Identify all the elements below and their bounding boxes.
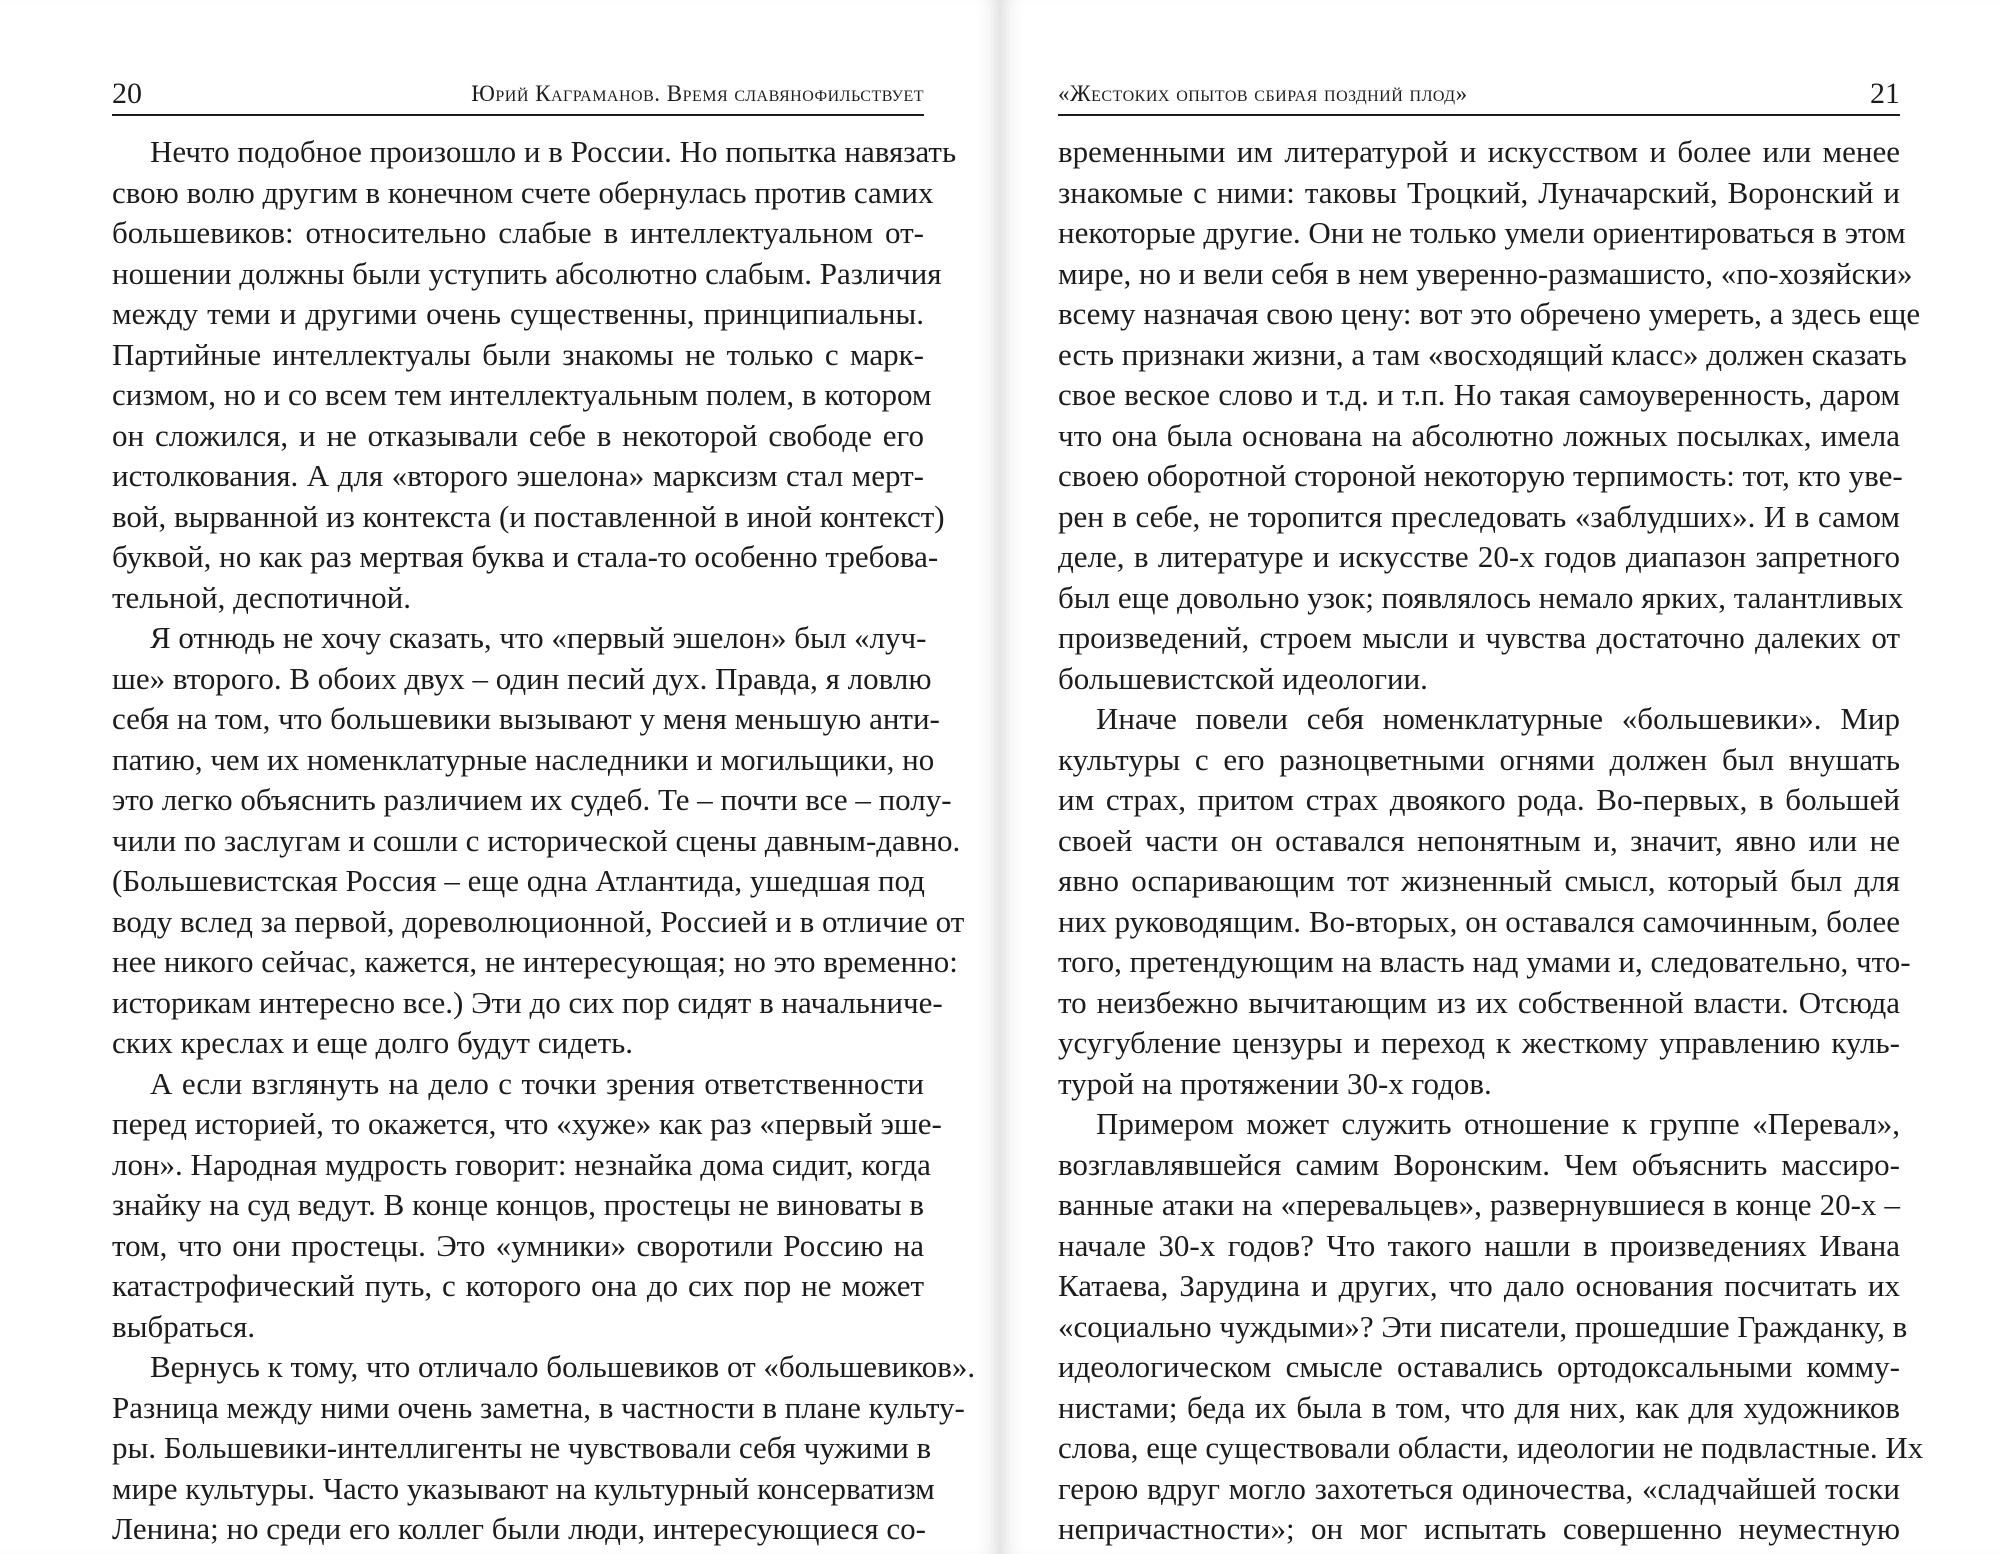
text-line: своею оборотной стороной некоторую терпимость: тот, кто уве- xyxy=(1058,458,1903,493)
text-line: Нечто подобное произошло и в России. Но попытка навязать xyxy=(150,134,957,169)
text-line: ношении должны были уступить абсолютно слабым. Различия xyxy=(112,255,942,291)
text-line: нистами; беда их была в том, что для них, как для художников xyxy=(1058,1389,1900,1425)
text-line: культуры с его разноцветными огнями должен был внушать xyxy=(1058,741,1900,777)
running-title: «Жестоких опытов сбирая поздний плод» xyxy=(1058,81,1468,106)
text-line: Разница между ними очень заметна, в частности в плане культу- xyxy=(112,1389,965,1425)
paragraph xyxy=(112,618,965,1064)
text-line: он сложился, и не отказывали себе в некоторой свободе его xyxy=(112,417,924,453)
text-line: буквой, но как раз мертвая буква и стала-то особенно требова- xyxy=(112,539,939,574)
text-line: возглавлявшейся самим Воронским. Чем объяснить массиро- xyxy=(1058,1146,1900,1182)
page-number: 20 xyxy=(112,77,142,110)
text-line: Ленина; но среди его коллег были люди, интересующиеся со- xyxy=(112,1511,926,1546)
text-line: Катаева, Зарудина и других, что дало основания посчитать их xyxy=(1058,1268,1900,1303)
paragraph xyxy=(112,1064,942,1348)
text-line: слова, еще существовали области, идеологии не подвластные. Их xyxy=(1058,1430,1924,1465)
text-line: деле, в литературе и искусстве 20-х годов диапазон запретного xyxy=(1058,539,1900,574)
text-line: своей части он оставался непонятным и, значит, явно или не xyxy=(1058,822,1900,858)
text-line: мире культуры. Часто указывают на культурный консерватизм xyxy=(112,1470,935,1506)
text-line: мире, но и вели себя в нем уверенно-размашисто, «по-хозяйски» xyxy=(1058,255,1913,291)
text-line: произведений, строем мысли и чувства достаточно далеких от xyxy=(1058,620,1900,655)
text-line: ванные атаки на «перевальцев», развернувшиеся в конце 20-х – xyxy=(1058,1187,1900,1222)
right-page-body xyxy=(1058,132,1924,1550)
text-line: том, что они простецы. Это «умники» своротили Россию на xyxy=(112,1227,924,1263)
text-line: истолкования. А для «второго эшелона» марксизм стал мерт- xyxy=(112,458,924,493)
text-line: был еще довольно узок; появлялось немало ярких, талантливых xyxy=(1058,579,1904,615)
text-line: ры. Большевики-интеллигенты не чувствовали себя чужими в xyxy=(112,1430,932,1465)
running-title: Юрий Каграманов. Время славянофильствует xyxy=(471,81,924,106)
paragraph xyxy=(1058,1104,1924,1550)
text-line: Примером может служить отношение к группе «Перевал», xyxy=(1096,1106,1900,1141)
paragraph xyxy=(1058,699,1911,1104)
text-line: большевистской идеологии. xyxy=(1058,660,1428,696)
text-line: лон». Народная мудрость говорит: незнайка дома сидит, когда xyxy=(112,1146,931,1182)
text-line: идеологическом смысле оставались ортодоксальными комму- xyxy=(1058,1349,1900,1384)
text-line: сизмом, но и со всем тем интеллектуальным полем, в котором xyxy=(112,377,932,412)
text-line: Партийные интеллектуалы были знакомы не только с марк- xyxy=(112,336,924,372)
text-line: (Большевистская Россия – еще одна Атлантида, ушедшая под xyxy=(112,863,925,898)
text-line: большевиков: относительно слабые в интеллектуальном от- xyxy=(112,215,924,250)
text-line: герою вдруг могло захотеться одиночества, «сладчайшей тоски xyxy=(1058,1470,1900,1506)
text-line: то неизбежно вычитающим из их собственной власти. Отсюда xyxy=(1058,984,1900,1020)
text-line: свою волю другим в конечном счете обернулась против самих xyxy=(112,174,934,210)
text-line: ских креслах и еще долго будут сидеть. xyxy=(112,1025,634,1060)
right-page xyxy=(1000,0,2000,1554)
text-line: всему назначая свою цену: вот это обречено умереть, а здесь еще xyxy=(1058,296,1921,331)
text-line: свое веское слово и т.д. и т.п. Но такая самоуверенность, даром xyxy=(1058,377,1900,412)
text-line: есть признаки жизни, а там «восходящий класс» должен сказать xyxy=(1058,336,1907,372)
paragraph xyxy=(1058,132,1921,699)
paragraph xyxy=(112,1347,976,1550)
left-page-body xyxy=(112,132,976,1550)
text-line: знайку на суд ведут. В конце концов, простецы не виноваты в xyxy=(112,1187,924,1222)
text-line: них руководящим. Во-вторых, он оставался самочинным, более xyxy=(1058,903,1900,939)
text-line: катастрофический путь, с которого она до сих пор не может xyxy=(112,1268,924,1303)
text-line: историкам интересно все.) Эти до сих пор сидят в начальниче- xyxy=(112,984,943,1020)
right-page-header xyxy=(1058,70,1900,116)
text-line: чили по заслугам и сошли с исторической сцены давным-давно. xyxy=(112,822,961,858)
text-line: между теми и другими очень существенны, принципиальны. xyxy=(112,296,924,331)
text-line: временными им литературой и искусством и более или менее xyxy=(1058,134,1900,169)
text-line: ше» второго. В обоих двух – один песий дух. Правда, я ловлю xyxy=(112,660,932,696)
text-line: патию, чем их номенклатурные наследники и могильщики, но xyxy=(112,741,935,777)
text-line: начале 30-х годов? Что такого нашли в произведениях Ивана xyxy=(1058,1227,1900,1263)
text-line: себя на том, что большевики вызывают у меня меньшую анти- xyxy=(112,701,940,736)
text-line: что она была основана на абсолютно ложных посылках, имела xyxy=(1058,417,1900,453)
text-line: Иначе повели себя номенклатурные «большевики». Мир xyxy=(1096,701,1900,736)
text-line: А если взглянуть на дело с точки зрения ответственности xyxy=(150,1065,924,1101)
text-line: тельной, деспотичной. xyxy=(112,579,411,615)
text-line: воду вслед за первой, дореволюционной, Россией и в отличие от xyxy=(112,903,965,939)
text-line: рен в себе, не торопится преследовать «заблудших». И в самом xyxy=(1058,498,1900,534)
text-line: «социально чуждыми»? Эти писатели, прошедшие Гражданку, в xyxy=(1058,1308,1908,1344)
text-line: знакомые с ними: таковы Троцкий, Луначарский, Воронский и xyxy=(1058,174,1900,210)
page-number: 21 xyxy=(1870,77,1900,110)
text-line: перед историей, то окажется, что «хуже» как раз «первый эше- xyxy=(112,1106,942,1141)
left-page-header xyxy=(112,70,924,116)
text-line: нее никого сейчас, кажется, не интересующая; но это временно: xyxy=(112,944,958,979)
text-line: Я отнюдь не хочу сказать, что «первый эшелон» был «луч- xyxy=(150,620,927,655)
text-line: им страх, притом страх двоякого рода. Во-первых, в большей xyxy=(1058,782,1900,817)
text-line: некоторые другие. Они не только умели ориентироваться в этом xyxy=(1058,215,1906,250)
text-line: выбраться. xyxy=(112,1308,256,1344)
text-line: явно оспаривающим тот жизненный смысл, который был для xyxy=(1058,863,1900,898)
text-line: непричастности»; он мог испытать совершенно неуместную xyxy=(1058,1511,1900,1546)
text-line: вой, вырванной из контекста (и поставленной в иной контекст) xyxy=(112,498,945,534)
paragraph xyxy=(112,132,957,618)
text-line: усугубление цензуры и переход к жесткому управлению куль- xyxy=(1058,1025,1900,1060)
text-line: это легко объяснить различием их судеб. Те – почти все – полу- xyxy=(112,782,952,817)
text-line: того, претендующим на власть над умами и, следовательно, что- xyxy=(1058,944,1911,979)
text-line: Вернусь к тому, что отличало большевиков от «большевиков». xyxy=(150,1349,976,1384)
text-line: турой на протяжении 30-х годов. xyxy=(1058,1065,1492,1101)
